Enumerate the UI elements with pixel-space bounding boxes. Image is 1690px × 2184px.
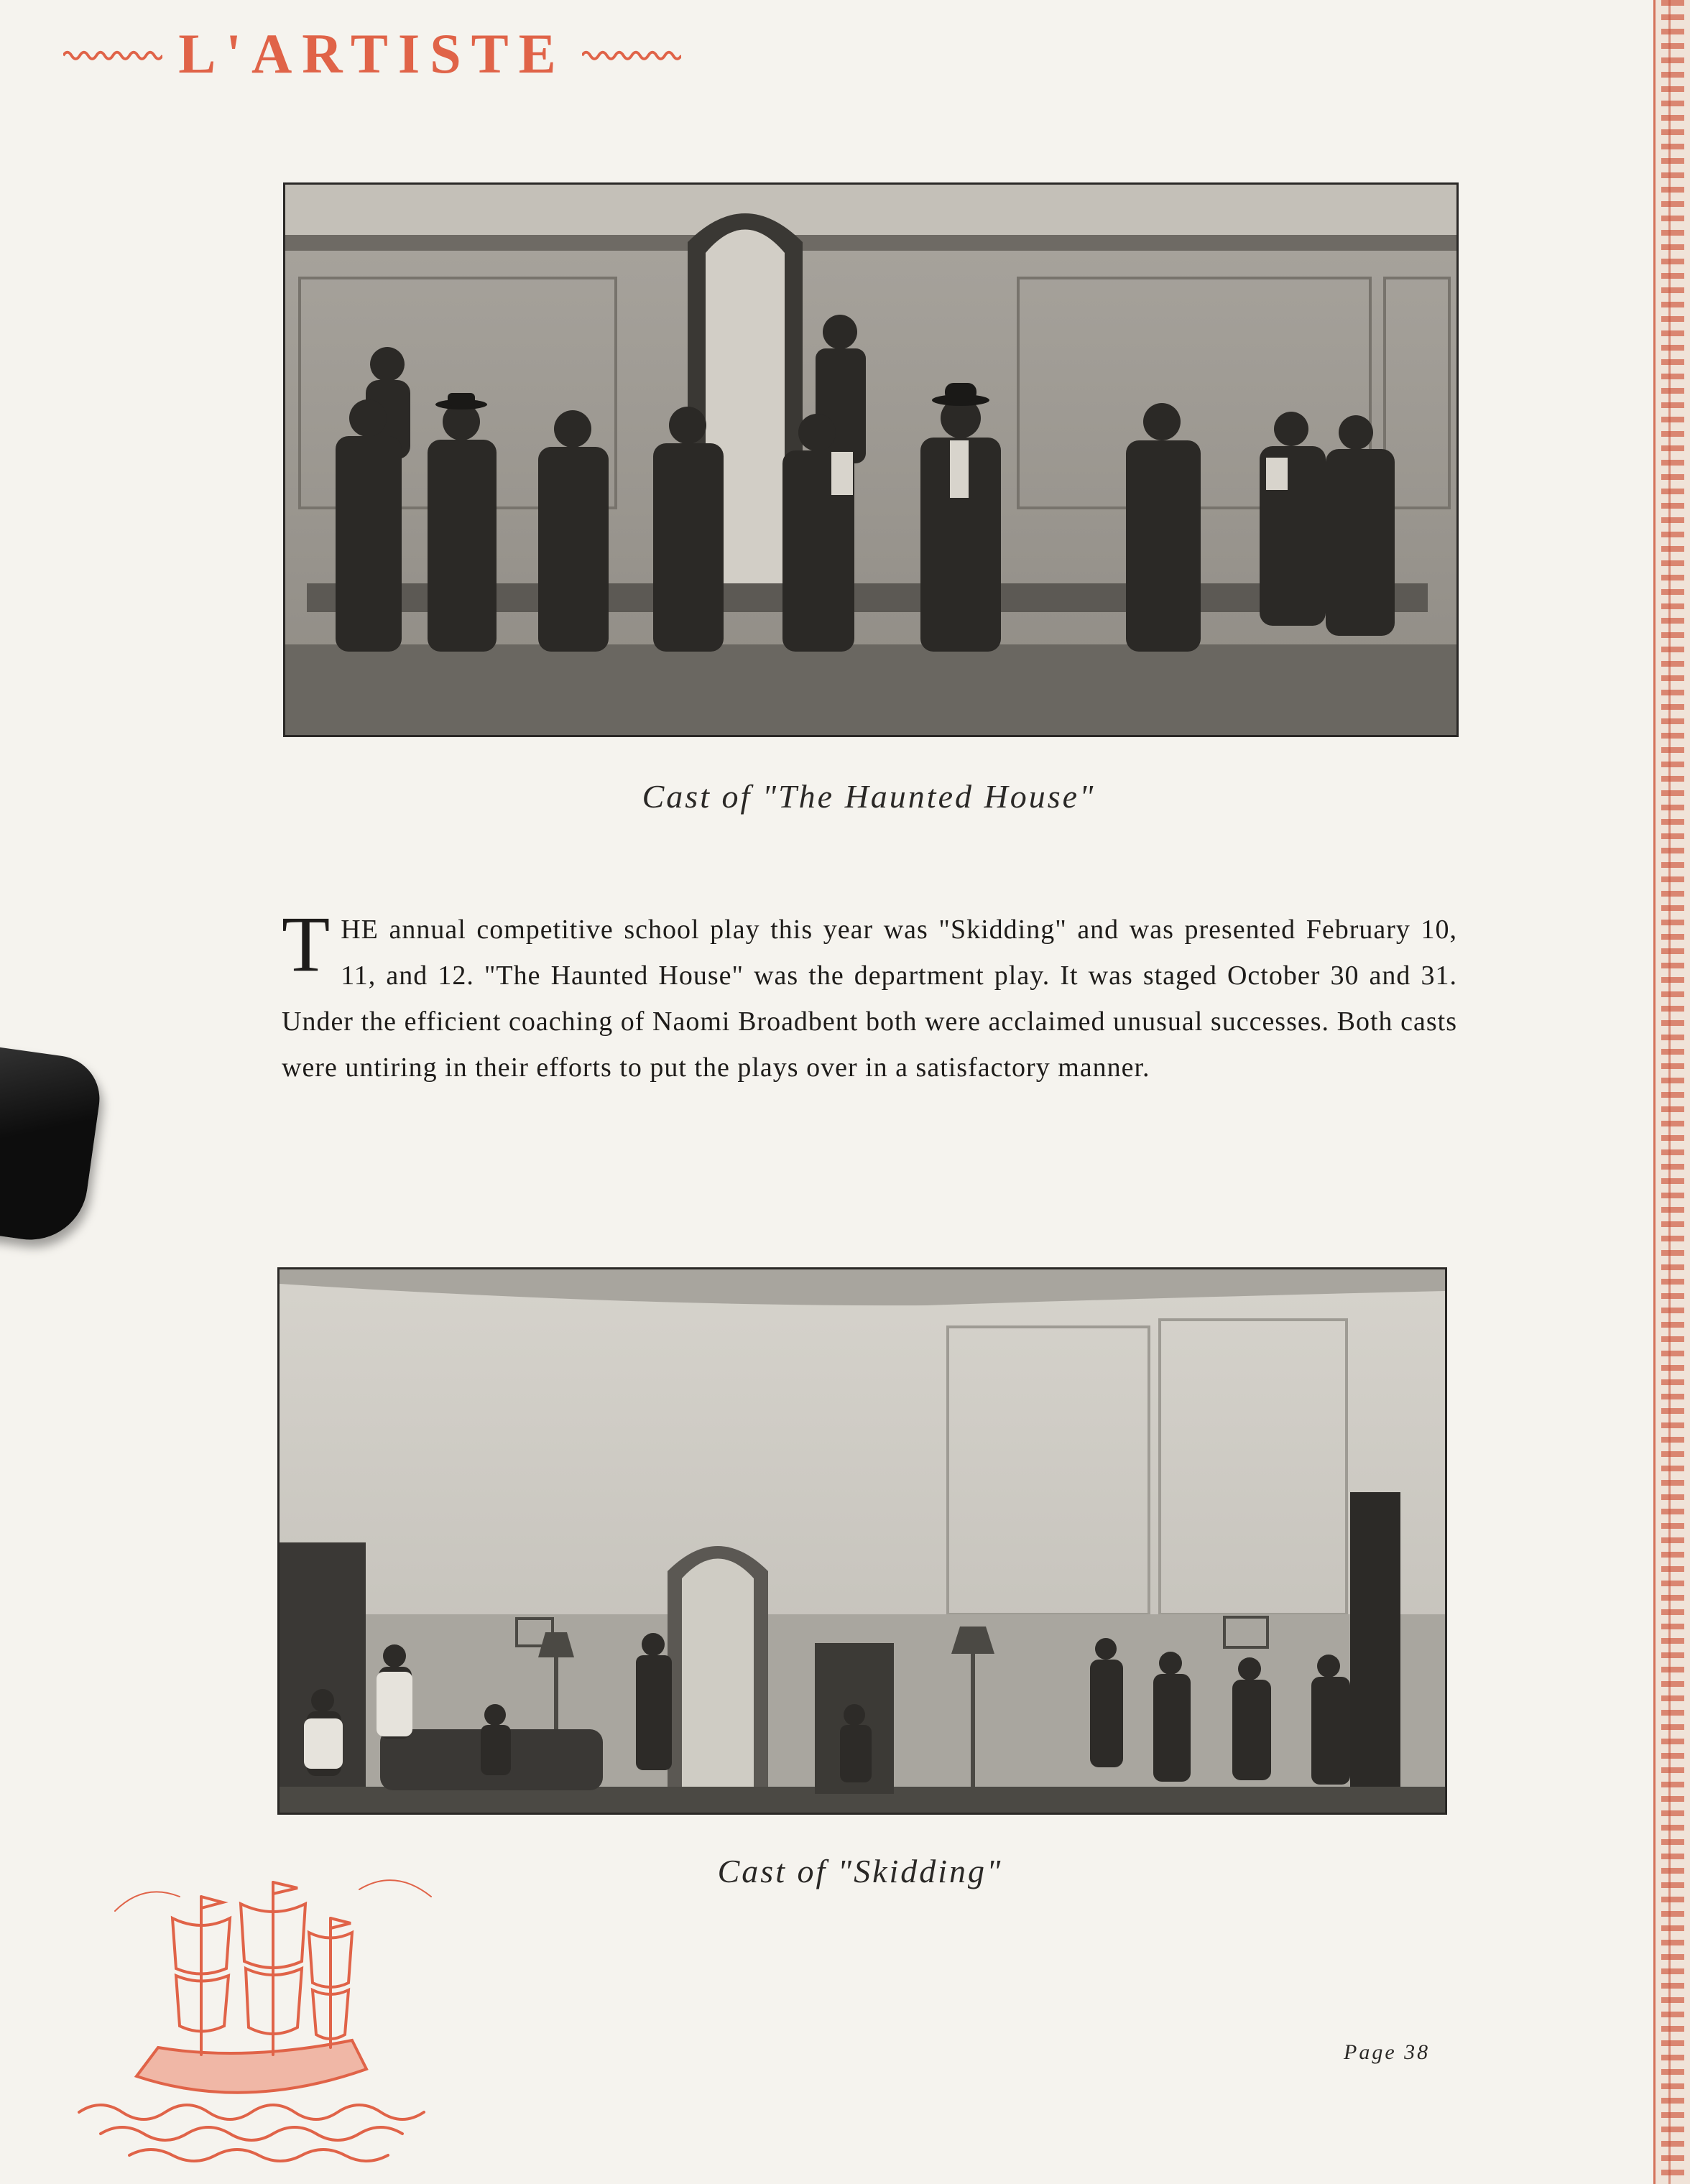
- skidding-cast-photo: [277, 1267, 1447, 1815]
- drop-cap: T: [282, 900, 331, 988]
- haunted-house-cast-photo: [283, 182, 1459, 737]
- photo-caption-skidding: Cast of "Skidding": [717, 1853, 1003, 1889]
- sailing-ship-icon: [57, 1839, 489, 2170]
- article-paragraph: [282, 900, 1457, 1091]
- page-header: [63, 22, 681, 86]
- photo-caption-haunted-house: Cast of "The Haunted House": [642, 778, 1096, 815]
- scanner-clip-object: [0, 1023, 105, 1247]
- page-number: Page 38: [1344, 2040, 1431, 2064]
- article-text: HE annual competitive school play this year was "Skidding" and was presented February 10, 11, and 12. "The Haunted House" was the department play. It was staged October 30 and 31. Under the efficient coaching of Naomi Broadbent both were acclaimed unusual successes. Both casts were untiring in their efforts to put the plays over in a satisfactory manner.: [282, 915, 1457, 1083]
- magazine-title: L'ARTISTE: [178, 22, 566, 85]
- wave-ornament-icon: [582, 43, 681, 65]
- wave-ornament-icon: [63, 43, 162, 65]
- decorative-page-border: [1653, 0, 1690, 2184]
